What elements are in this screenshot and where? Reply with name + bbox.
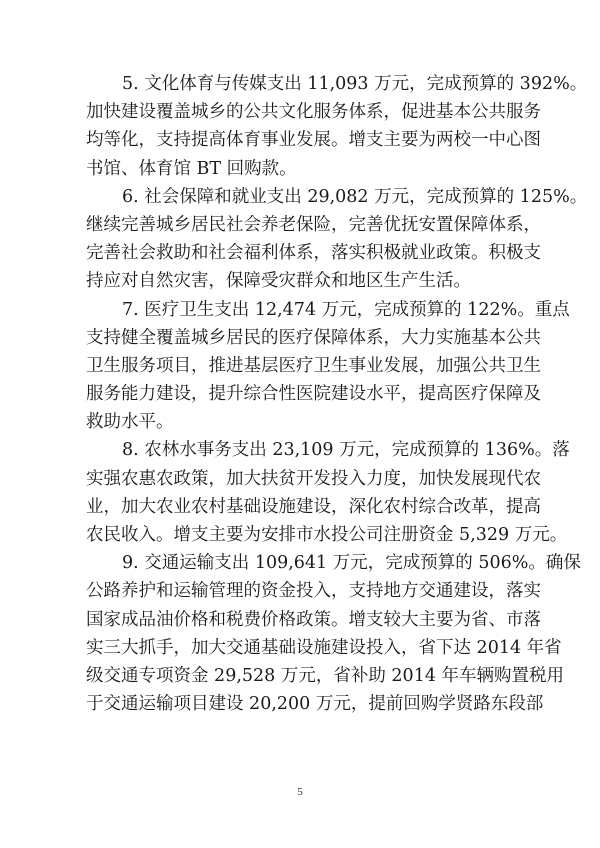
text-line: 救助水平。 <box>86 412 174 433</box>
text-line: 8. 农林水事务支出 23,109 万元，完成预算的 136%。落 <box>122 440 570 461</box>
text-line: 公路养护和运输管理的资金投入，支持地方交通建设，落实 <box>86 581 541 602</box>
text-line: 6. 社会保障和就业支出 29,082 万元，完成预算的 125%。 <box>122 186 588 207</box>
text-line: 持应对自然灾害，保障受灾群众和地区生产生活。 <box>86 271 471 292</box>
page-number: 5 <box>297 786 303 798</box>
text-line: 级交通专项资金 29,528 万元，省补助 2014 年车辆购置税用 <box>86 665 565 686</box>
paragraph-medical-health <box>86 296 570 437</box>
text-line: 业，加大农业农村基础设施建设，深化农村综合改革，提高 <box>86 496 541 517</box>
text-line: 支持健全覆盖城乡居民的医疗保障体系，大力实施基本公共 <box>86 327 541 348</box>
text-line: 继续完善城乡居民社会养老保险，完善优抚安置保障体系， <box>86 214 541 235</box>
text-line: 完善社会救助和社会福利体系，落实积极就业政策。积极支 <box>86 243 541 264</box>
text-line: 于交通运输项目建设 20,200 万元，提前回购学贤路东段部 <box>86 694 544 715</box>
text-line: 国家成品油价格和税费价格政策。增支较大主要为省、市落 <box>86 609 541 630</box>
paragraph-agriculture-water <box>86 436 570 549</box>
paragraph-transportation <box>86 549 581 718</box>
text-line: 书馆、体育馆 BT 回购款。 <box>86 158 297 179</box>
paragraph-social-security <box>86 183 588 296</box>
text-line: 农民收入。增支主要为安排市水投公司注册资金 5,329 万元。 <box>86 525 568 545</box>
paragraph-culture-sports-media <box>86 70 588 183</box>
text-line: 均等化，支持提高体育事业发展。增支主要为两校一中心图 <box>86 130 541 151</box>
text-line: 实强农惠农政策，加大扶贫开发投入力度，加快发展现代农 <box>86 468 541 489</box>
document-body <box>86 70 588 718</box>
text-line: 7. 医疗卫生支出 12,474 万元，完成预算的 122%。重点 <box>122 299 570 320</box>
text-line: 卫生服务项目，推进基层医疗卫生事业发展，加强公共卫生 <box>86 355 541 376</box>
text-line: 加快建设覆盖城乡的公共文化服务体系，促进基本公共服务 <box>86 102 541 123</box>
text-line: 5. 文化体育与传媒支出 11,093 万元，完成预算的 392%。 <box>122 74 588 94</box>
text-line: 9. 交通运输支出 109,641 万元，完成预算的 506%。确保 <box>122 553 581 574</box>
text-line: 服务能力建设，提升综合性医院建设水平，提高医疗保障及 <box>86 384 541 405</box>
text-line: 实三大抓手，加大交通基础设施建设投入，省下达 2014 年省 <box>86 637 562 658</box>
